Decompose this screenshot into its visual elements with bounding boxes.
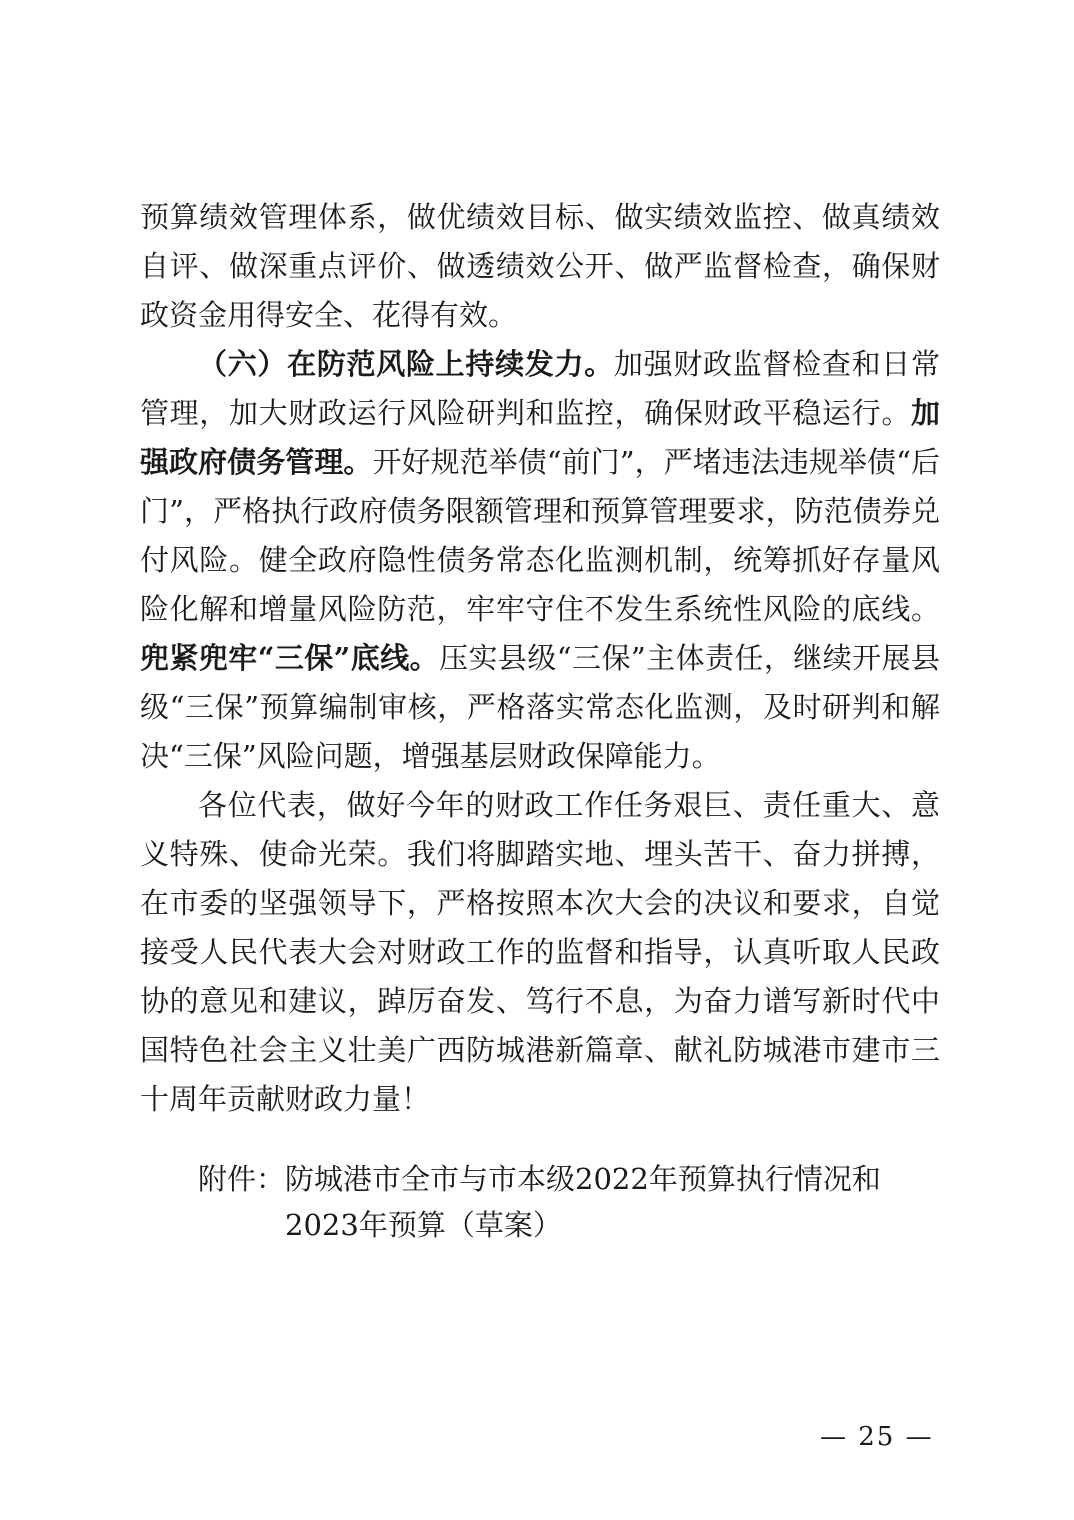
paragraph-budget-performance (140, 193, 940, 340)
page-number: — 25 — (820, 1422, 934, 1452)
paragraph-text: 各位代表，做好今年的财政工作任务艰巨、责任重大、意义特殊、使命光荣。我们将脚踏实地、埋头苦干、奋力拼搏，在市委的坚强领导下，严格按照本次大会的决议和要求，自觉接受人民代表大会对财政工作的监督和指导，认真听取人民政协的意见和建议，踔厉奋发、笃行不息，为奋力谱写新时代中国特色社会主义壮美广西防城港新篇章、献礼防城港市建市三十周年贡献财政力量！ (140, 788, 940, 1116)
attachment-title: 防城港市全市与市本级2022年预算执行情况和2023年预算（草案） (285, 1162, 881, 1242)
paragraph-risk-prevention (140, 340, 940, 781)
paragraph-text: 开好规范举债“前门”，严堵违法违规举债“后门”，严格执行政府债务限额管理和预算管理要求，防范债券兑付风险。健全政府隐性债务常态化监测机制，统筹抓好存量风险化解和增量风险防范，牢牢守住不发生系统性风险的底线。 (140, 445, 940, 626)
section-heading-six: （六）在防范风险上持续发力。 (198, 347, 614, 381)
paragraph-closing (140, 781, 940, 1124)
bold-phrase-three-guarantees: 兜紧兜牢“三保”底线。 (140, 641, 440, 675)
attachment-note (198, 1156, 943, 1248)
paragraph-text: 加强财政监督检查和日常管理，加大财政运行风险研判和监控，确保财政平稳运行。 (140, 347, 940, 430)
paragraph-text: 压实县级“三保”主体责任，继续开展县级“三保”预算编制审核，严格落实常态化监测，及时研判和解决“三保”风险问题，增强基层财政保障能力。 (140, 641, 940, 773)
bold-phrase-debt-management: 加强政府债务管理。 (140, 396, 940, 479)
attachment-label: 附件： (198, 1162, 286, 1196)
paragraph-text: 预算绩效管理体系，做优绩效目标、做实绩效监控、做真绩效自评、做深重点评价、做透绩效公开、做严监督检查，确保财政资金用得安全、花得有效。 (140, 200, 940, 332)
